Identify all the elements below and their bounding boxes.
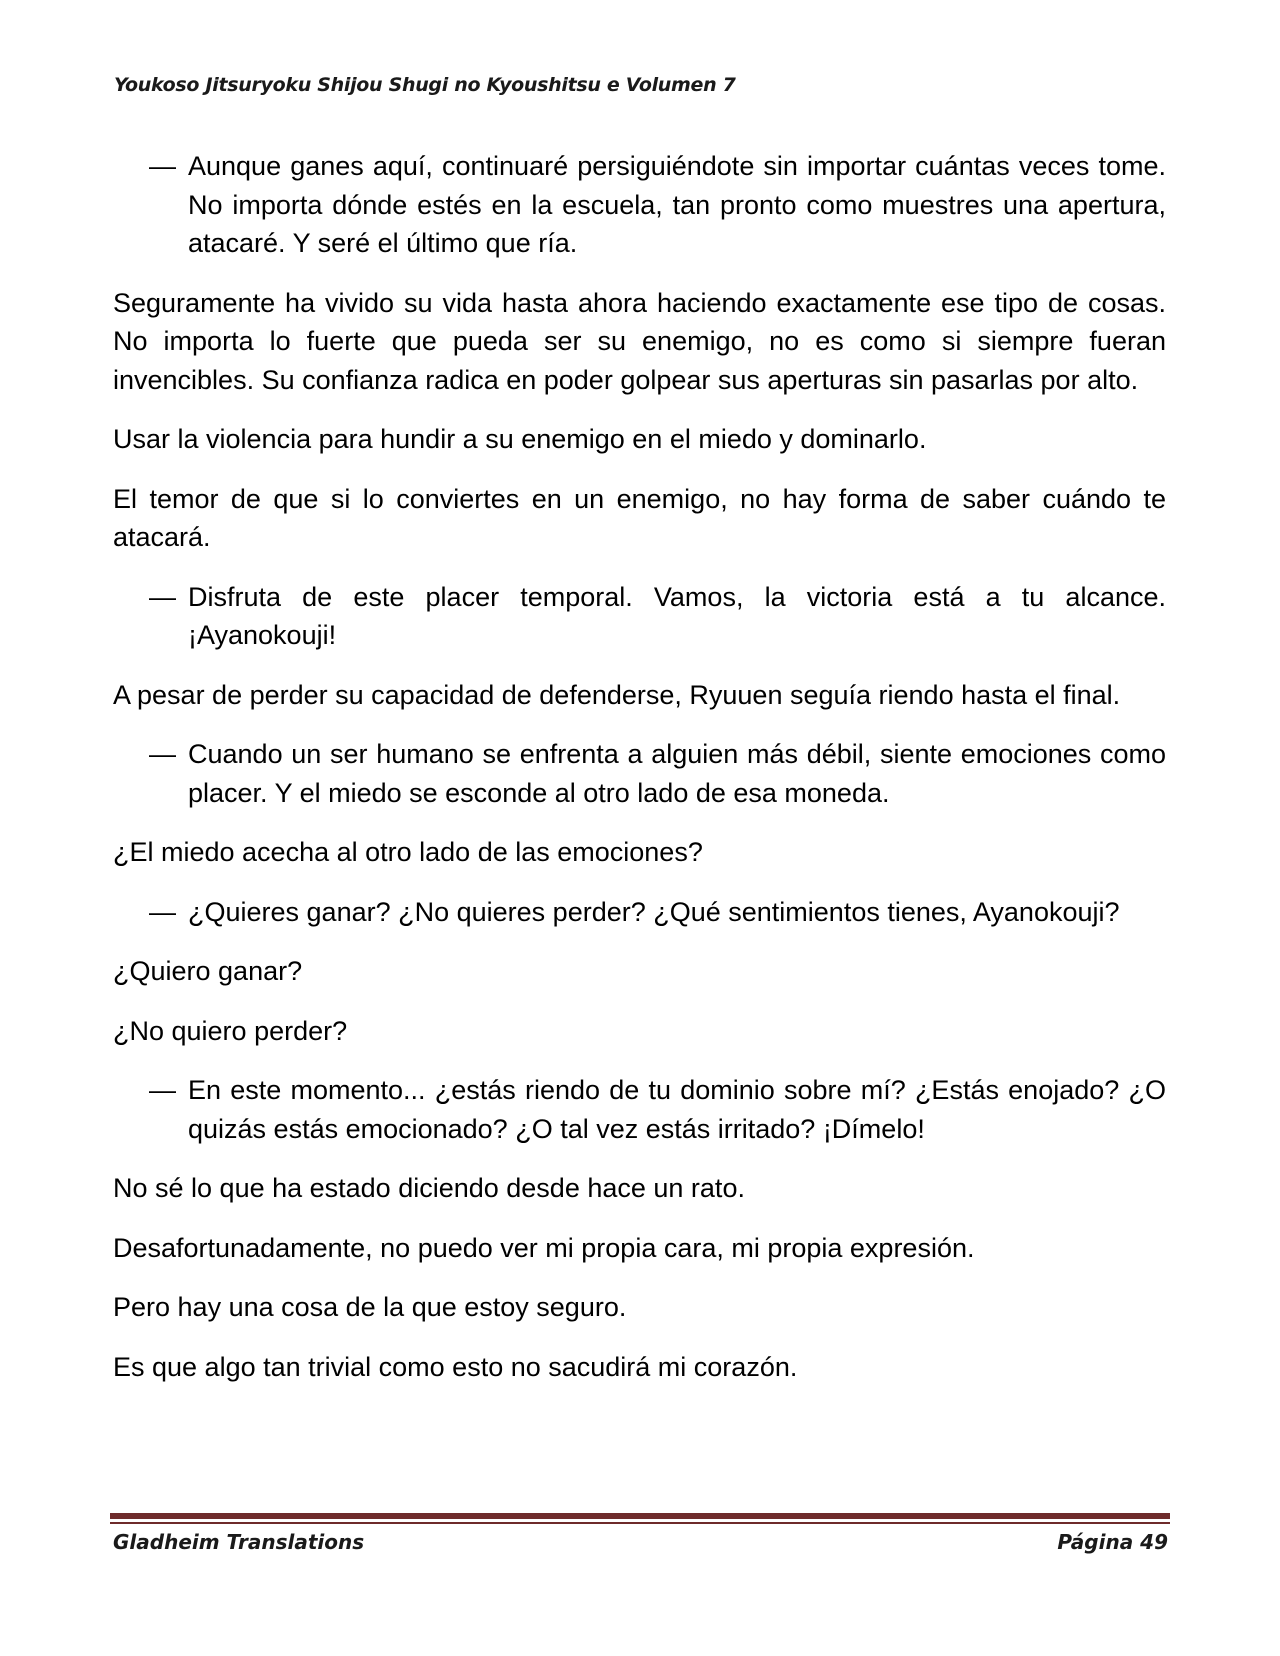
dialogue-line [113, 578, 1166, 655]
dialogue-text: Disfruta de este placer temporal. Vamos, la victoria está a tu alcance. ¡Ayanokouji! [188, 581, 1166, 650]
paragraph: Seguramente ha vivido su vida hasta ahora haciendo exactamente ese tipo de cosas. No importa lo fuerte que pueda ser su enemigo, no es como si siempre fueran invencibles. Su confianza radica en poder golpear sus aperturas sin pasarlas por alto. [113, 287, 1166, 395]
paragraph: ¿Quiero ganar? [113, 956, 303, 986]
footer-divider [110, 1513, 1170, 1519]
paragraph: El temor de que si lo conviertes en un enemigo, no hay forma de saber cuándo te atacará. [113, 483, 1166, 552]
dialogue-line [113, 735, 1166, 812]
dialogue-text: En este momento... ¿estás riendo de tu dominio sobre mí? ¿Estás enojado? ¿O quizás estás emocionado? ¿O tal vez estás irritado? ¡Dímelo! [188, 1075, 1166, 1144]
paragraph: Desafortunadamente, no puedo ver mi propia cara, mi propia expresión. [113, 1232, 975, 1263]
dialogue-line [113, 893, 1166, 932]
dialogue-line [113, 147, 1166, 263]
dialogue-dash: — [149, 581, 176, 612]
page-header-title: Youkoso Jitsuryoku Shijou Shugi no Kyoushitsu e Volumen 7 [114, 74, 736, 96]
paragraph: Es que algo tan trivial como esto no sacudirá mi corazón. [113, 1351, 798, 1382]
paragraph: A pesar de perder su capacidad de defenderse, Ryuuen seguía riendo hasta el final. [113, 679, 1121, 710]
paragraph: Pero hay una cosa de la que estoy seguro. [113, 1292, 627, 1322]
footer-divider-thin [110, 1522, 1170, 1524]
page-body [113, 147, 1166, 1407]
dialogue-dash: — [149, 739, 176, 769]
paragraph: No sé lo que ha estado diciendo desde hace un rato. [113, 1173, 745, 1203]
dialogue-dash: — [149, 151, 176, 181]
page-number: Página 49 [1057, 1530, 1168, 1554]
dialogue-line [113, 1071, 1166, 1148]
paragraph: ¿El miedo acecha al otro lado de las emociones? [113, 837, 703, 867]
paragraph: Usar la violencia para hundir a su enemigo en el miedo y dominarlo. [113, 424, 927, 454]
footer-credit: Gladheim Translations [113, 1530, 365, 1554]
dialogue-dash: — [149, 1075, 176, 1105]
dialogue-text: Aunque ganes aquí, continuaré persiguiéndote sin importar cuántas veces tome. No importa dónde estés en la escuela, tan pronto como muestres una apertura, atacaré. Y seré el último que ría. [188, 151, 1166, 258]
paragraph: ¿No quiero perder? [113, 1015, 348, 1046]
dialogue-dash: — [149, 896, 176, 927]
dialogue-text: ¿Quieres ganar? ¿No quieres perder? ¿Qué sentimientos tienes, Ayanokouji? [188, 896, 1120, 927]
dialogue-text: Cuando un ser humano se enfrenta a alguien más débil, siente emociones como placer. Y el miedo se esconde al otro lado de esa moneda. [188, 739, 1166, 808]
